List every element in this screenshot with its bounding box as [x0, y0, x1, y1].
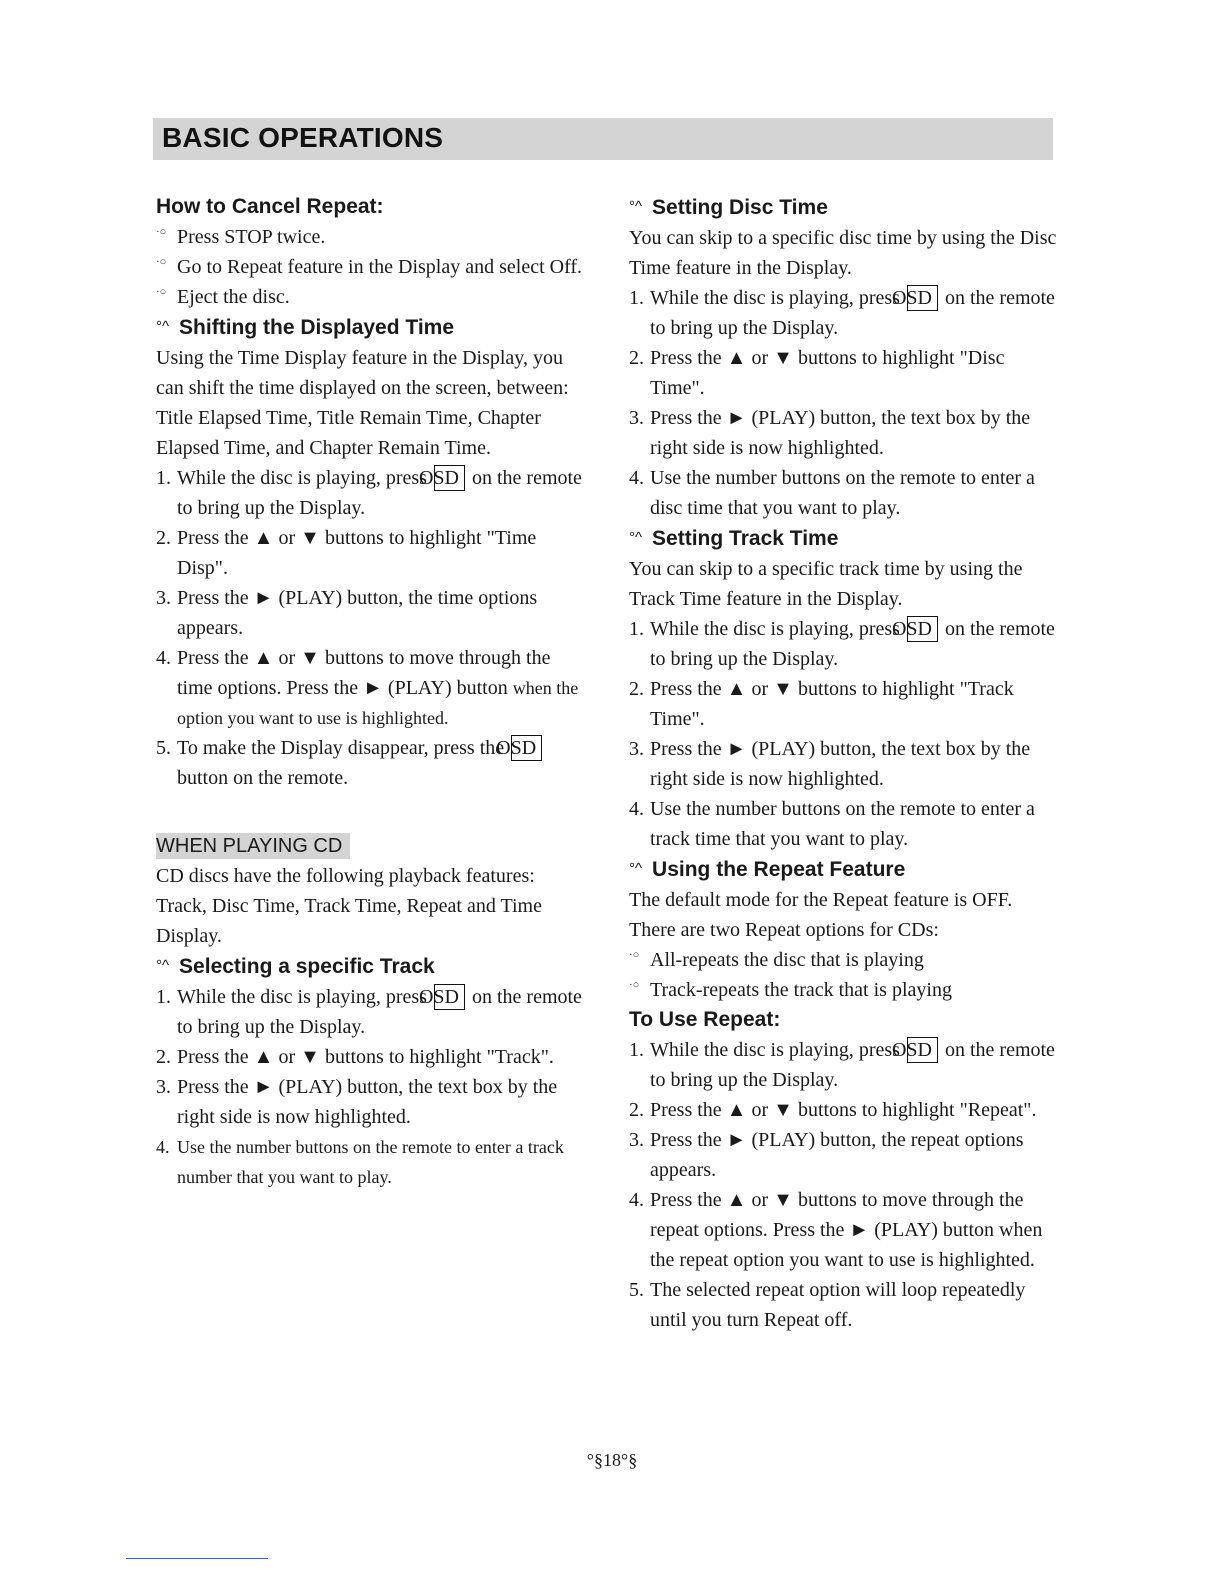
bullet-icon: ·○: [156, 226, 167, 238]
play-icon: ►: [363, 677, 383, 699]
use-repeat-heading: To Use Repeat:: [629, 1008, 781, 1031]
list-item: 3. Press the ► (PLAY) button, the text box by the right side is now highlighted.: [629, 407, 1031, 459]
list-item: 1. While the disc is playing, press OSD on the remote to bring up the Display.: [156, 986, 582, 1038]
down-arrow-icon: ▼: [300, 647, 320, 669]
up-arrow-icon: ▲: [726, 1099, 747, 1121]
down-arrow-icon: ▼: [300, 1046, 320, 1068]
track-heading: °^ Selecting a specific Track: [156, 955, 435, 978]
list-item: 1. While the disc is playing, press OSD on the remote to bring up the Display.: [156, 467, 582, 519]
list-item: ·○ Eject the disc.: [156, 282, 586, 312]
down-arrow-icon: ▼: [773, 1099, 793, 1121]
section-mark-icon: °^: [629, 198, 643, 215]
list-item: 1. While the disc is playing, press OSD on the remote to bring up the Display.: [629, 287, 1055, 339]
osd-key: OSD: [434, 465, 465, 491]
play-icon: ►: [726, 1129, 747, 1151]
osd-key: OSD: [907, 1037, 938, 1063]
cd-section-label: WHEN PLAYING CD: [156, 833, 350, 859]
list-item: 3. Press the ► (PLAY) button, the text box by the right side is now highlighted.: [156, 1076, 558, 1128]
osd-key: OSD: [511, 735, 542, 761]
list-item: 4. Press the ▲ or ▼ buttons to move through the repeat options. Press the ► (PLAY) button when the repeat option you want to use is highlighted.: [629, 1189, 1043, 1271]
cancel-repeat-heading: How to Cancel Repeat:: [156, 195, 384, 218]
list-item: 2. Press the ▲ or ▼ buttons to highlight "Track".: [156, 1046, 554, 1068]
page-title: BASIC OPERATIONS: [162, 122, 444, 153]
list-item: 4. Use the number buttons on the remote to enter a track number that you want to play.: [156, 1137, 564, 1187]
disc-time-heading: °^ Setting Disc Time: [629, 196, 828, 219]
shifting-heading: °^ Shifting the Displayed Time: [156, 316, 455, 339]
left-column: [156, 192, 586, 1192]
list-item: ·○ Go to Repeat feature in the Display and select Off.: [156, 252, 586, 282]
play-icon: ►: [726, 738, 747, 760]
list-item: 2. Press the ▲ or ▼ buttons to highlight "Disc Time".: [629, 347, 1005, 399]
down-arrow-icon: ▼: [300, 527, 320, 549]
bullet-icon: ·○: [156, 256, 167, 268]
list-item: 2. Press the ▲ or ▼ buttons to highlight "Time Disp".: [156, 527, 537, 579]
list-item: 4. Use the number buttons on the remote to enter a track time that you want to play.: [629, 798, 1035, 850]
list-item: 2. Press the ▲ or ▼ buttons to highlight "Repeat".: [629, 1099, 1037, 1121]
up-arrow-icon: ▲: [253, 527, 274, 549]
list-item: 3. Press the ► (PLAY) button, the time options appears.: [156, 587, 538, 639]
list-item: 1. While the disc is playing, press OSD on the remote to bring up the Display.: [629, 1039, 1055, 1091]
bullet-icon: ·○: [629, 949, 640, 961]
repeat-intro: The default mode for the Repeat feature is OFF. There are two Repeat options for CDs:: [629, 889, 1013, 941]
list-item: 4. Press the ▲ or ▼ buttons to move through the time options. Press the ► (PLAY) button when the option you want to use is highlighted.: [156, 647, 579, 728]
section-mark-icon: °^: [629, 529, 643, 546]
up-arrow-icon: ▲: [726, 347, 747, 369]
up-arrow-icon: ▲: [253, 1046, 274, 1068]
osd-key: OSD: [907, 616, 938, 642]
play-icon: ►: [253, 1076, 274, 1098]
list-item: 5. The selected repeat option will loop repeatedly until you turn Repeat off.: [629, 1279, 1026, 1331]
list-item: 3. Press the ► (PLAY) button, the text box by the right side is now highlighted.: [629, 738, 1031, 790]
play-icon: ►: [253, 587, 274, 609]
header-banner: [153, 118, 1053, 160]
track-time-heading: °^ Setting Track Time: [629, 527, 839, 550]
down-arrow-icon: ▼: [773, 347, 793, 369]
section-mark-icon: °^: [156, 318, 170, 335]
section-mark-icon: °^: [629, 860, 643, 877]
cd-intro: CD discs have the following playback features: Track, Disc Time, Track Time, Repeat and Time Display.: [156, 865, 542, 947]
list-item: 3. Press the ► (PLAY) button, the repeat options appears.: [629, 1129, 1024, 1181]
up-arrow-icon: ▲: [726, 1189, 747, 1211]
shifting-intro: Using the Time Display feature in the Display, you can shift the time displayed on the screen, between: Title Elapsed Time, Title Remain Time, Chapter Elapsed Time, and Chapter Remain Time.: [156, 347, 569, 459]
track-time-intro: You can skip to a specific track time by using the Track Time feature in the Display.: [629, 558, 1023, 610]
list-item: 1. While the disc is playing, press OSD on the remote to bring up the Display.: [629, 618, 1055, 670]
up-arrow-icon: ▲: [253, 647, 274, 669]
disc-time-intro: You can skip to a specific disc time by using the Disc Time feature in the Display.: [629, 227, 1057, 279]
right-column: [629, 192, 1059, 1335]
bullet-icon: ·○: [629, 979, 640, 991]
list-item: ·○ Press STOP twice.: [156, 222, 586, 252]
bullet-icon: ·○: [156, 286, 167, 298]
play-icon: ►: [849, 1219, 870, 1241]
footer-rule: [126, 1558, 268, 1559]
page-number: °§18°§: [586, 1450, 638, 1470]
play-icon: ►: [726, 407, 747, 429]
list-item: ·○ All-repeats the disc that is playing: [629, 945, 1059, 975]
down-arrow-icon: ▼: [773, 1189, 793, 1211]
up-arrow-icon: ▲: [726, 678, 747, 700]
osd-key: OSD: [434, 984, 465, 1010]
list-item: 5. To make the Display disappear, press the OSD button on the remote.: [156, 733, 586, 793]
list-item: 2. Press the ▲ or ▼ buttons to highlight "Track Time".: [629, 678, 1014, 730]
list-item: ·○ Track-repeats the track that is playing: [629, 975, 1059, 1005]
osd-key: OSD: [907, 285, 938, 311]
section-mark-icon: °^: [156, 957, 170, 974]
down-arrow-icon: ▼: [773, 678, 793, 700]
list-item: 4. Use the number buttons on the remote to enter a disc time that you want to play.: [629, 467, 1035, 519]
repeat-heading: °^ Using the Repeat Feature: [629, 858, 906, 881]
